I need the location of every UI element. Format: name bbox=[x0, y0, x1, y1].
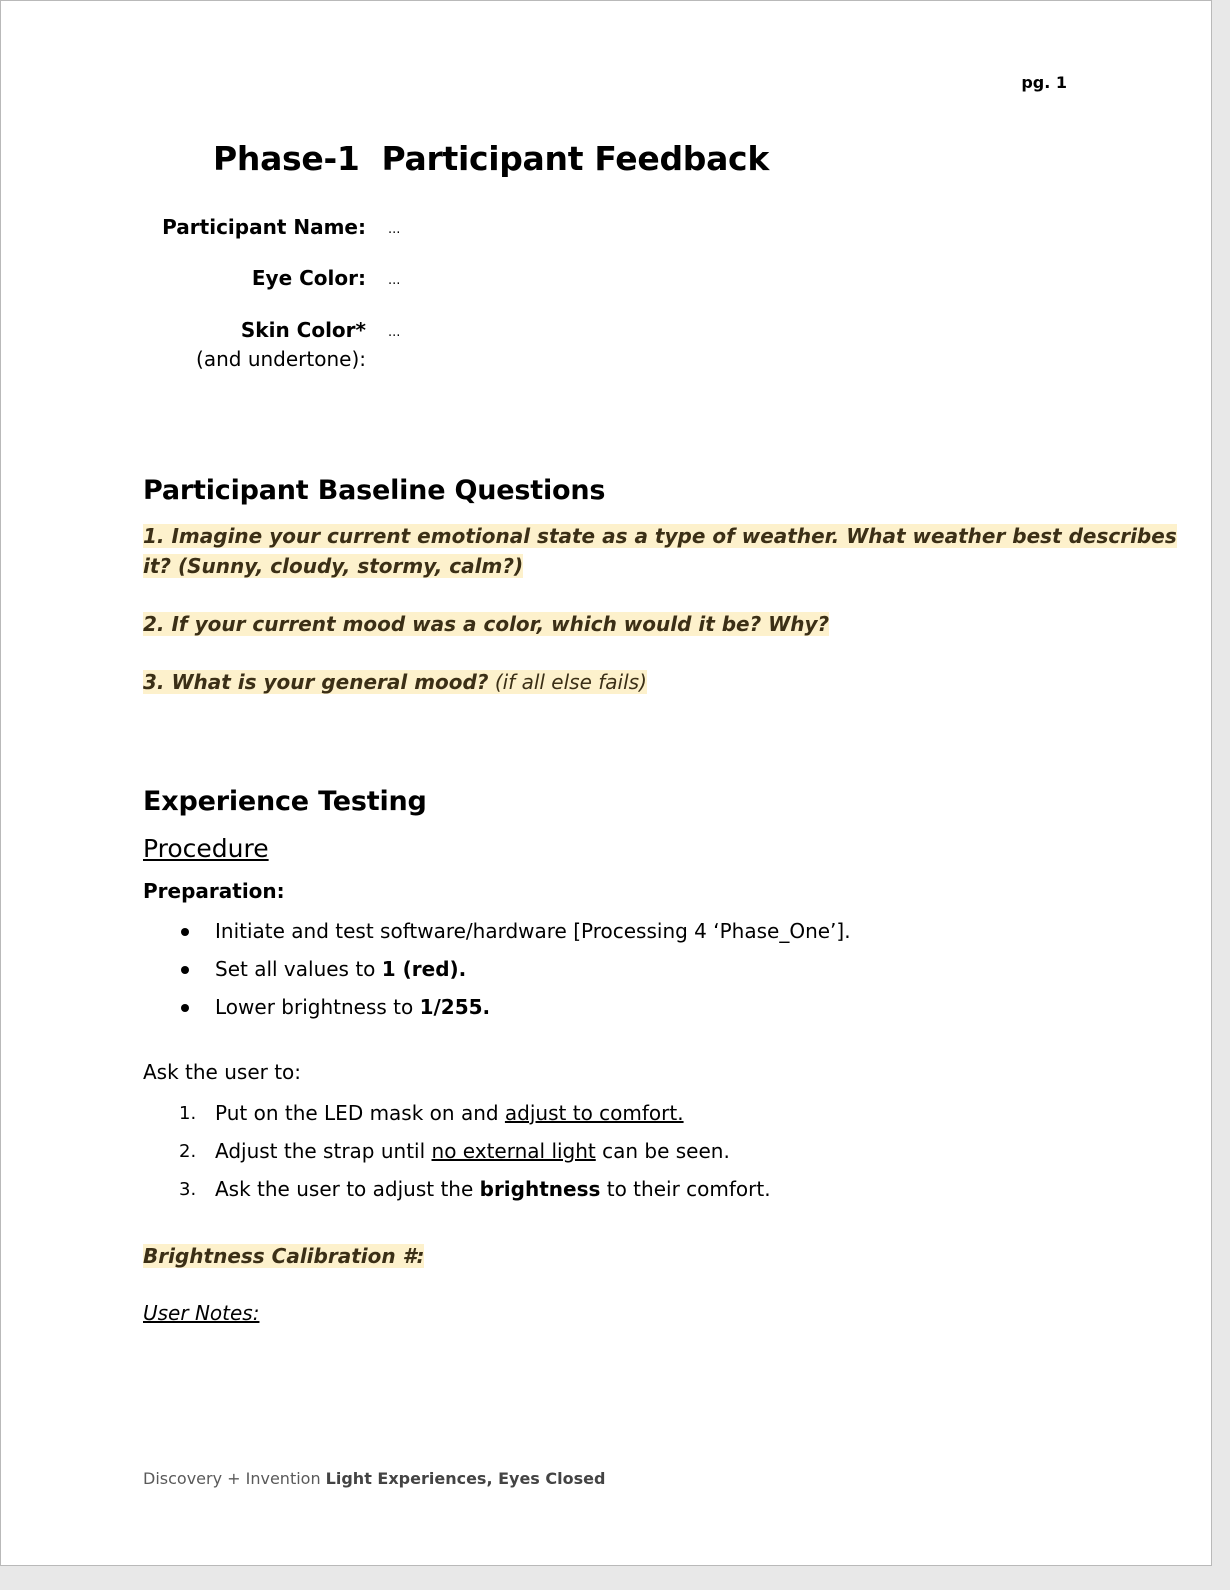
step-1-text: Put on the LED mask on and bbox=[215, 1101, 505, 1125]
skin-color-field bbox=[101, 316, 401, 374]
q3-note: (if all else fails) bbox=[488, 670, 647, 694]
list-item bbox=[143, 1095, 771, 1133]
eye-color-field bbox=[101, 264, 401, 295]
step-1-emphasis: adjust to comfort. bbox=[504, 1101, 684, 1125]
title-phase: Phase-1 bbox=[213, 139, 360, 178]
preparation-label: Preparation: bbox=[143, 879, 285, 903]
baseline-question-1 bbox=[143, 521, 1177, 581]
eye-color-value[interactable]: ... bbox=[388, 273, 401, 288]
step-number: 1. bbox=[179, 1103, 197, 1124]
procedure-heading: Procedure bbox=[143, 834, 269, 863]
bullet-2-value: 1 (red). bbox=[381, 957, 467, 981]
experience-heading: Experience Testing bbox=[143, 786, 427, 817]
bullet-icon bbox=[181, 966, 189, 974]
preparation-list bbox=[143, 913, 851, 1027]
baseline-question-3 bbox=[143, 667, 647, 697]
step-2-emphasis: no external light bbox=[431, 1139, 596, 1163]
bullet-3-text: Lower brightness to bbox=[215, 995, 420, 1019]
step-2-text: Adjust the strap until bbox=[215, 1139, 432, 1163]
page-footer bbox=[143, 1469, 605, 1488]
skin-color-value[interactable]: ... bbox=[388, 325, 401, 340]
list-item bbox=[143, 1133, 771, 1171]
participant-name-field bbox=[101, 213, 401, 244]
list-item bbox=[143, 1171, 771, 1209]
bullet-3-value: 1/255. bbox=[419, 995, 491, 1019]
page-number: pg. 1 bbox=[1021, 73, 1067, 92]
list-item bbox=[143, 989, 851, 1027]
list-item bbox=[143, 951, 851, 989]
skin-color-sublabel: (and undertone): bbox=[196, 347, 366, 371]
user-notes-label: User Notes: bbox=[143, 1301, 260, 1325]
participant-name-value[interactable]: ... bbox=[388, 222, 401, 237]
steps-list bbox=[143, 1095, 771, 1209]
step-3-emphasis: brightness bbox=[479, 1177, 601, 1201]
list-item bbox=[143, 913, 851, 951]
brightness-calibration-label: Brightness Calibration #: bbox=[143, 1244, 425, 1268]
page-title bbox=[213, 139, 769, 178]
baseline-heading: Participant Baseline Questions bbox=[143, 475, 606, 506]
step-3-end: to their comfort. bbox=[600, 1177, 771, 1201]
bullet-2-text: Set all values to bbox=[215, 957, 382, 981]
q3-text: 3. What is your general mood? bbox=[143, 670, 489, 694]
bullet-icon bbox=[181, 928, 189, 936]
step-2-end: can be seen. bbox=[595, 1139, 730, 1163]
footer-project: Light Experiences, Eyes Closed bbox=[325, 1469, 606, 1488]
bullet-icon bbox=[181, 1004, 189, 1012]
participant-name-label: Participant Name: bbox=[162, 215, 366, 239]
eye-color-label: Eye Color: bbox=[251, 266, 366, 290]
q1-line2: it? (Sunny, cloudy, stormy, calm?) bbox=[143, 554, 524, 578]
q1-line1: 1. Imagine your current emotional state as a type of weather. What weather best describes bbox=[143, 524, 1177, 548]
title-main: Participant Feedback bbox=[381, 139, 769, 178]
baseline-question-2 bbox=[143, 609, 829, 639]
step-number: 2. bbox=[179, 1141, 197, 1162]
skin-color-label: Skin Color* bbox=[240, 318, 366, 342]
footer-org: Discovery + Invention bbox=[143, 1469, 326, 1488]
step-number: 3. bbox=[179, 1179, 197, 1200]
step-3-text: Ask the user to adjust the bbox=[215, 1177, 480, 1201]
q2-text: 2. If your current mood was a color, which would it be? Why? bbox=[143, 612, 830, 636]
bullet-1-text: Initiate and test software/hardware [Processing 4 ‘Phase_One’]. bbox=[215, 919, 851, 943]
ask-user-label: Ask the user to: bbox=[143, 1060, 302, 1084]
